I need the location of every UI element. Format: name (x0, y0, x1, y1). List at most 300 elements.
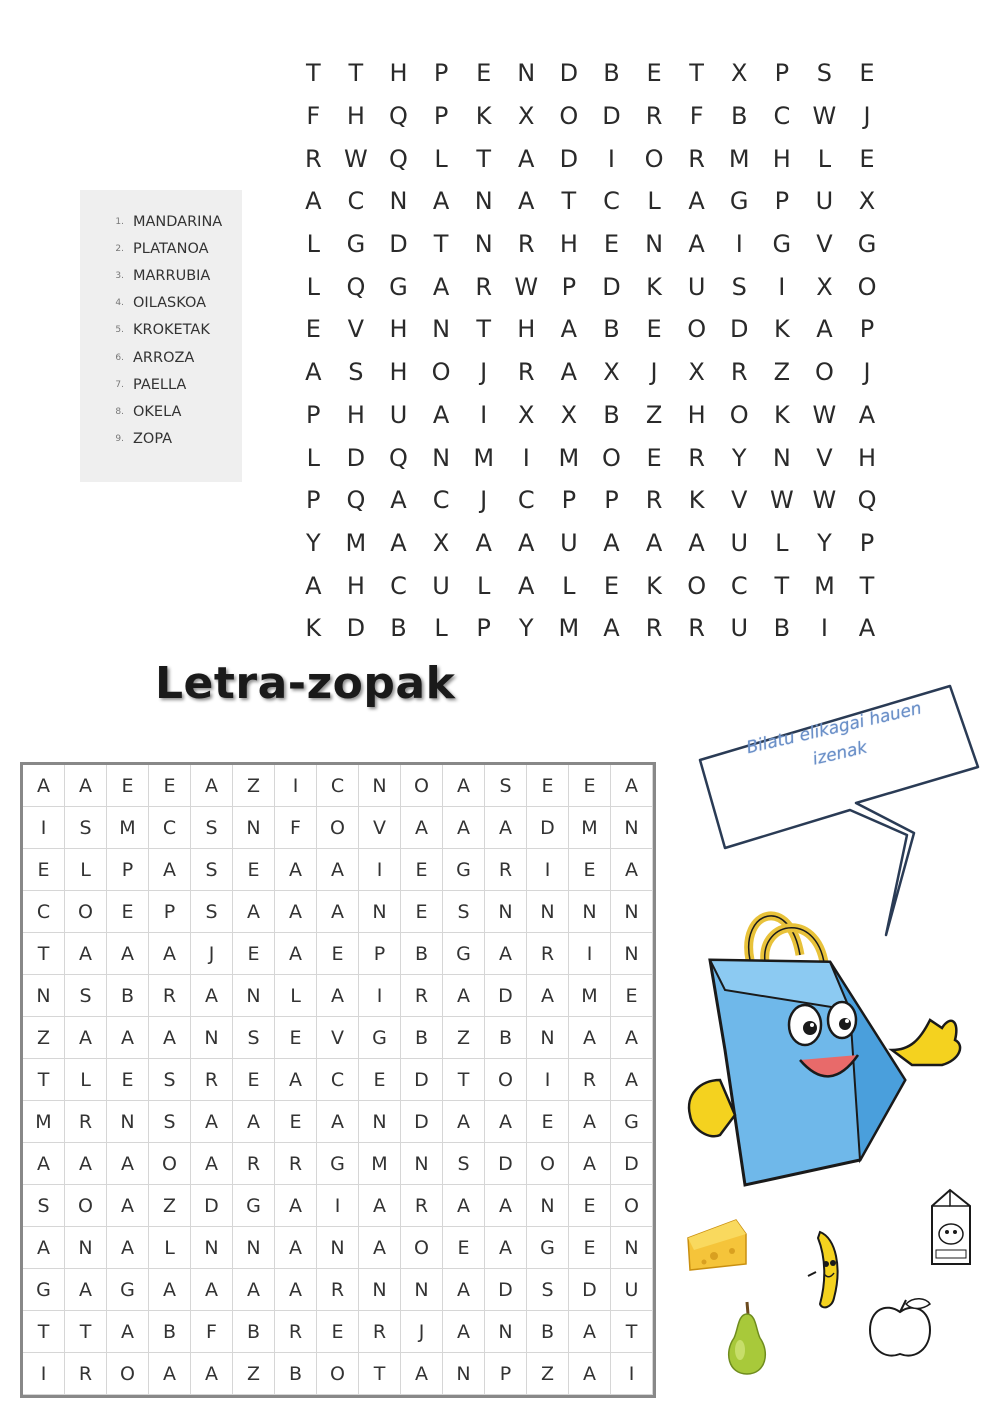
grid-letter: E (359, 1059, 401, 1101)
grid-letter: B (603, 59, 620, 88)
grid-letter: X (432, 528, 450, 557)
grid-letter: H (346, 571, 365, 600)
grid-letter: A (443, 1101, 485, 1143)
grid-letter: S (348, 358, 364, 387)
grid-letter: N (527, 1185, 569, 1227)
grid-letter: P (859, 315, 875, 344)
grid-letter: A (443, 1269, 485, 1311)
grid-letter: H (389, 358, 408, 387)
grid-letter: C (432, 486, 450, 515)
grid-letter: D (569, 1269, 611, 1311)
grid-letter: A (611, 849, 653, 891)
grid-letter: Q (389, 443, 408, 472)
grid-letter: L (306, 443, 320, 472)
grid-letter: G (346, 230, 366, 259)
grid-letter: W (344, 144, 368, 173)
word-list-word: MANDARINA (133, 213, 223, 230)
grid-letter: L (817, 144, 832, 173)
grid-letter: E (569, 1185, 611, 1227)
grid-letter: R (233, 1143, 275, 1185)
grid-letter: Z (443, 1017, 485, 1059)
grid-letter: N (233, 807, 275, 849)
grid-letter: R (527, 933, 569, 975)
grid-letter: A (518, 571, 535, 600)
grid-letter: A (569, 1143, 611, 1185)
grid-letter: A (603, 614, 620, 643)
grid-letter: S (65, 975, 107, 1017)
grid-letter: A (401, 807, 443, 849)
grid-letter: P (561, 272, 577, 301)
grid-letter: N (772, 443, 791, 472)
grid-letter: A (107, 933, 149, 975)
grid-letter: W (812, 486, 837, 515)
grid-letter: G (443, 849, 485, 891)
grid-letter: Y (518, 614, 534, 643)
grid-letter: N (191, 1227, 233, 1269)
milk-carton-icon (924, 1186, 978, 1270)
grid-letter: X (560, 400, 578, 429)
word-list-number: 8. (115, 406, 124, 417)
grid-letter: N (474, 230, 493, 259)
grid-letter: A (275, 1185, 317, 1227)
grid-letter: G (389, 272, 408, 301)
grid-letter: H (346, 400, 365, 429)
grid-letter: O (687, 571, 707, 600)
grid-letter: I (23, 1353, 65, 1395)
grid-letter: C (773, 102, 791, 131)
grid-letter: A (149, 849, 191, 891)
grid-letter: B (233, 1311, 275, 1353)
shopping-bag-mascot-icon (680, 900, 970, 1190)
grid-letter: N (401, 1143, 443, 1185)
grid-letter: T (859, 571, 875, 600)
grid-letter: S (443, 891, 485, 933)
grid-letter: D (485, 1143, 527, 1185)
grid-letter: D (485, 975, 527, 1017)
grid-letter: E (107, 1059, 149, 1101)
grid-letter: V (359, 807, 401, 849)
grid-letter: D (729, 315, 749, 344)
grid-letter: N (359, 891, 401, 933)
grid-letter: N (485, 891, 527, 933)
grid-letter: D (559, 59, 579, 88)
word-list-word: OKELA (133, 403, 182, 420)
grid-letter: Q (346, 272, 366, 301)
grid-letter: E (275, 1101, 317, 1143)
grid-letter: A (191, 1101, 233, 1143)
grid-letter: A (65, 1269, 107, 1311)
grid-letter: M (23, 1101, 65, 1143)
grid-letter: D (559, 144, 579, 173)
grid-letter: L (149, 1227, 191, 1269)
grid-letter: E (527, 765, 569, 807)
word-list-number: 3. (115, 270, 124, 281)
grid-letter: F (306, 102, 321, 131)
grid-letter: U (730, 528, 749, 557)
grid-letter: E (646, 443, 662, 472)
grid-letter: H (389, 315, 408, 344)
grid-letter: O (527, 1143, 569, 1185)
grid-letter: M (473, 443, 495, 472)
grid-letter: I (527, 1059, 569, 1101)
grid-letter: S (527, 1269, 569, 1311)
grid-letter: R (688, 614, 705, 643)
word-list-number: 9. (115, 434, 124, 445)
grid-letter: A (275, 1227, 317, 1269)
grid-letter: N (233, 1227, 275, 1269)
word-list-word: ZOPA (133, 431, 173, 448)
grid-letter: R (191, 1059, 233, 1101)
grid-letter: A (569, 1311, 611, 1353)
grid-letter: D (191, 1185, 233, 1227)
grid-letter: E (233, 849, 275, 891)
grid-letter: O (602, 443, 621, 472)
grid-letter: O (431, 358, 451, 387)
grid-letter: D (346, 614, 366, 643)
grid-letter: N (517, 59, 536, 88)
grid-letter: P (433, 59, 449, 88)
grid-letter: R (517, 230, 535, 259)
grid-letter: A (107, 1017, 149, 1059)
grid-letter: P (604, 486, 619, 515)
grid-letter: H (517, 315, 536, 344)
grid-letter: A (688, 187, 705, 216)
grid-letter: A (443, 807, 485, 849)
grid-letter: A (432, 400, 450, 429)
grid-letter: O (729, 400, 749, 429)
grid-letter: A (858, 614, 876, 643)
grid-letter: W (812, 102, 837, 131)
grid-letter: Y (817, 528, 832, 557)
grid-letter: S (23, 1185, 65, 1227)
grid-letter: G (527, 1227, 569, 1269)
grid-letter: I (359, 975, 401, 1017)
grid-letter: R (401, 975, 443, 1017)
grid-letter: N (317, 1227, 359, 1269)
grid-letter: P (359, 933, 401, 975)
grid-letter: V (731, 486, 748, 515)
grid-letter: A (432, 187, 450, 216)
grid-letter: V (816, 443, 833, 472)
grid-letter: A (65, 1143, 107, 1185)
grid-letter: A (569, 1353, 611, 1395)
grid-letter: N (23, 975, 65, 1017)
grid-letter: R (304, 144, 322, 173)
grid-letter: S (149, 1059, 191, 1101)
grid-letter: I (359, 849, 401, 891)
grid-letter: A (317, 891, 359, 933)
grid-letter: N (359, 765, 401, 807)
grid-letter: N (611, 891, 653, 933)
grid-letter: E (476, 59, 492, 88)
grid-letter: A (191, 765, 233, 807)
grid-letter: D (602, 272, 621, 301)
grid-letter: I (735, 230, 743, 259)
grid-letter: N (359, 1269, 401, 1311)
grid-letter: R (645, 486, 663, 515)
grid-letter: K (646, 272, 662, 301)
grid-letter: L (775, 528, 789, 557)
grid-letter: A (485, 933, 527, 975)
grid-letter: L (306, 230, 320, 259)
grid-letter: R (359, 1311, 401, 1353)
grid-letter: A (359, 1227, 401, 1269)
grid-letter: B (275, 1353, 317, 1395)
grid-letter: O (317, 807, 359, 849)
word-list-number: 5. (115, 325, 124, 336)
grid-letter: F (689, 102, 704, 131)
grid-letter: A (275, 1059, 317, 1101)
grid-letter: E (23, 849, 65, 891)
grid-letter: X (816, 272, 833, 301)
grid-letter: T (305, 59, 321, 88)
grid-letter: U (560, 528, 578, 557)
grid-letter: O (559, 102, 579, 131)
grid-letter: A (65, 1017, 107, 1059)
grid-letter: N (65, 1227, 107, 1269)
grid-letter: D (401, 1101, 443, 1143)
grid-letter: C (603, 187, 620, 216)
grid-letter: C (390, 571, 407, 600)
grid-letter: G (772, 230, 792, 259)
grid-letter: Y (305, 528, 321, 557)
grid-letter: E (107, 891, 149, 933)
grid-letter: E (859, 59, 875, 88)
speech-bubble-text: Bilatu elikagai hauen izenak (744, 698, 924, 770)
grid-letter: X (688, 358, 705, 387)
grid-letter: A (149, 1017, 191, 1059)
grid-letter: M (569, 807, 611, 849)
grid-letter: T (433, 230, 449, 259)
grid-letter: T (611, 1311, 653, 1353)
grid-letter: J (480, 358, 488, 387)
grid-letter: J (480, 486, 488, 515)
grid-letter: E (603, 230, 620, 259)
grid-letter: O (814, 358, 834, 387)
grid-letter: S (485, 765, 527, 807)
grid-letter: A (485, 1185, 527, 1227)
grid-letter: G (443, 933, 485, 975)
grid-letter: N (474, 187, 493, 216)
grid-letter: B (527, 1311, 569, 1353)
grid-letter: E (569, 1227, 611, 1269)
grid-letter: S (191, 807, 233, 849)
grid-letter: G (857, 230, 877, 259)
grid-letter: L (306, 272, 320, 301)
grid-letter: A (527, 975, 569, 1017)
page-title: Letra-zopak (155, 658, 456, 709)
grid-letter: N (233, 975, 275, 1017)
grid-letter: M (728, 144, 750, 173)
grid-letter: C (730, 571, 748, 600)
grid-letter: P (476, 614, 491, 643)
grid-letter: N (569, 891, 611, 933)
grid-letter: I (522, 443, 530, 472)
grid-letter: M (345, 528, 367, 557)
grid-letter: O (65, 1185, 107, 1227)
grid-letter: V (347, 315, 365, 344)
grid-letter: A (191, 975, 233, 1017)
grid-letter: B (401, 1017, 443, 1059)
grid-letter: A (191, 1143, 233, 1185)
grid-letter: T (443, 1059, 485, 1101)
grid-letter: T (348, 59, 364, 88)
grid-letter: L (476, 571, 491, 600)
grid-letter: C (517, 486, 535, 515)
grid-letter: R (275, 1311, 317, 1353)
grid-letter: K (773, 315, 790, 344)
grid-letter: J (863, 358, 871, 387)
grid-letter: U (432, 571, 450, 600)
grid-letter: C (149, 807, 191, 849)
grid-letter: S (731, 272, 747, 301)
grid-letter: R (65, 1353, 107, 1395)
grid-letter: A (317, 975, 359, 1017)
grid-letter: U (730, 614, 749, 643)
grid-letter: E (233, 1059, 275, 1101)
grid-letter: A (149, 1269, 191, 1311)
grid-letter: A (475, 528, 492, 557)
grid-letter: O (401, 1227, 443, 1269)
grid-letter: H (389, 59, 408, 88)
grid-letter: L (647, 187, 661, 216)
word-list-number: 1. (115, 216, 124, 227)
grid-letter: P (107, 849, 149, 891)
grid-letter: A (275, 849, 317, 891)
grid-letter: N (645, 230, 664, 259)
grid-letter: A (23, 765, 65, 807)
grid-letter: A (518, 187, 535, 216)
grid-letter: A (317, 849, 359, 891)
grid-letter: S (191, 891, 233, 933)
grid-letter: A (688, 528, 705, 557)
grid-letter: N (485, 1311, 527, 1353)
grid-letter: A (23, 1227, 65, 1269)
grid-letter: D (611, 1143, 653, 1185)
grid-letter: A (688, 230, 705, 259)
grid-letter: A (603, 528, 620, 557)
grid-letter: E (233, 933, 275, 975)
grid-letter: Z (233, 765, 275, 807)
grid-letter: A (390, 486, 407, 515)
grid-letter: A (149, 1353, 191, 1395)
grid-letter: P (859, 528, 875, 557)
grid-letter: A (443, 1185, 485, 1227)
grid-letter: A (65, 933, 107, 975)
grid-letter: I (317, 1185, 359, 1227)
grid-letter: N (611, 933, 653, 975)
grid-letter: A (23, 1143, 65, 1185)
grid-letter: X (731, 59, 748, 88)
grid-letter: J (650, 358, 658, 387)
grid-letter: T (561, 187, 577, 216)
grid-letter: T (359, 1353, 401, 1395)
cheese-icon (684, 1216, 750, 1274)
grid-letter: G (729, 187, 749, 216)
grid-letter: I (23, 807, 65, 849)
grid-letter: L (434, 144, 448, 173)
grid-letter: N (191, 1017, 233, 1059)
grid-letter: E (275, 1017, 317, 1059)
grid-letter: R (645, 102, 663, 131)
grid-letter: A (401, 1353, 443, 1395)
grid-letter: R (317, 1269, 359, 1311)
grid-letter: W (769, 486, 794, 515)
grid-letter: P (485, 1353, 527, 1395)
apple-icon (866, 1296, 936, 1362)
grid-letter: I (820, 614, 828, 643)
grid-letter: M (569, 975, 611, 1017)
grid-letter: N (401, 1269, 443, 1311)
grid-letter: Z (645, 400, 663, 429)
grid-letter: E (107, 765, 149, 807)
grid-letter: D (485, 1269, 527, 1311)
grid-letter: E (401, 849, 443, 891)
grid-letter: L (434, 614, 448, 643)
grid-letter: W (812, 400, 837, 429)
grid-letter: O (317, 1353, 359, 1395)
grid-letter: A (107, 1185, 149, 1227)
grid-letter: A (390, 528, 407, 557)
grid-letter: A (485, 1101, 527, 1143)
grid-letter: I (527, 849, 569, 891)
grid-letter: G (107, 1269, 149, 1311)
grid-letter: R (569, 1059, 611, 1101)
grid-letter: B (390, 614, 407, 643)
grid-letter: M (359, 1143, 401, 1185)
grid-letter: M (814, 571, 835, 600)
grid-letter: E (603, 571, 620, 600)
grid-letter: A (359, 1185, 401, 1227)
grid-letter: B (603, 315, 620, 344)
grid-letter: E (317, 1311, 359, 1353)
grid-letter: O (485, 1059, 527, 1101)
grid-letter: U (389, 400, 408, 429)
grid-letter: N (432, 315, 451, 344)
grid-letter: A (443, 975, 485, 1017)
grid-letter: L (65, 1059, 107, 1101)
grid-letter: C (317, 1059, 359, 1101)
grid-letter: N (432, 443, 451, 472)
grid-letter: X (518, 400, 535, 429)
grid-letter: O (644, 144, 664, 173)
grid-letter: O (149, 1143, 191, 1185)
grid-letter: A (107, 1143, 149, 1185)
grid-letter: A (443, 765, 485, 807)
grid-letter: T (774, 571, 790, 600)
grid-letter: O (611, 1185, 653, 1227)
grid-letter: A (65, 765, 107, 807)
grid-letter: E (401, 891, 443, 933)
word-list-word: PLATANOA (133, 240, 209, 257)
grid-letter: T (23, 1059, 65, 1101)
grid-letter: S (65, 807, 107, 849)
grid-letter: S (443, 1143, 485, 1185)
grid-letter: A (107, 1227, 149, 1269)
grid-letter: E (646, 315, 662, 344)
grid-letter: A (560, 315, 578, 344)
grid-letter: V (816, 230, 833, 259)
grid-letter: X (603, 358, 620, 387)
grid-letter: N (611, 1227, 653, 1269)
grid-letter: A (233, 1269, 275, 1311)
word-list-word: MARRUBIA (133, 267, 211, 284)
grid-letter: A (569, 1101, 611, 1143)
grid-letter: X (518, 102, 535, 131)
grid-letter: E (443, 1227, 485, 1269)
grid-letter: L (65, 849, 107, 891)
grid-letter: H (772, 144, 791, 173)
